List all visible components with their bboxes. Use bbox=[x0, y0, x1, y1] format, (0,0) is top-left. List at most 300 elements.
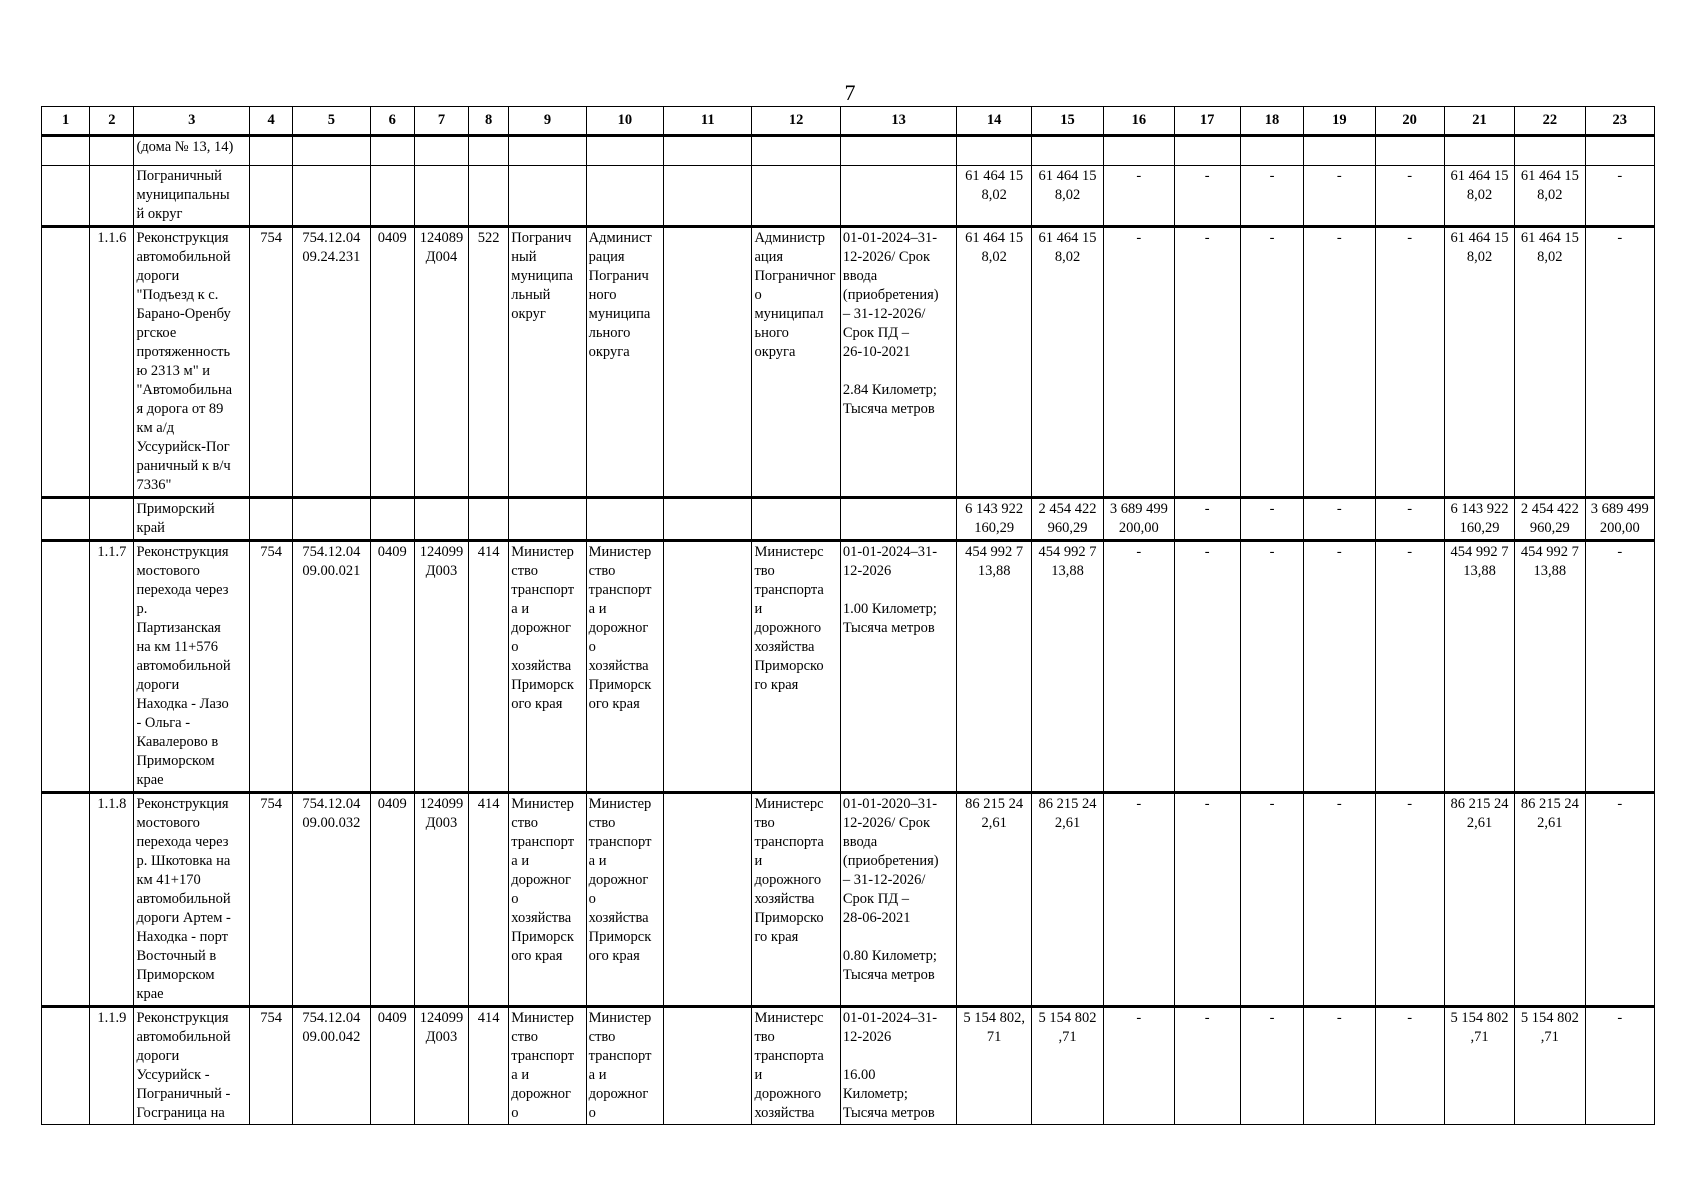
cell-text: 6 143 922 160,29 bbox=[1450, 501, 1509, 536]
column-header: 6 bbox=[370, 107, 414, 136]
cell-text: 61 464 15 8,02 bbox=[1038, 168, 1097, 203]
column-header: 10 bbox=[586, 107, 663, 136]
cell-text: Министер ство транспорт а и дорожног о хозяйства Приморск ого края bbox=[588, 544, 652, 712]
cell-text: 3 689 499 200,00 bbox=[1590, 501, 1649, 536]
table-cell bbox=[664, 1007, 752, 1125]
cell-text: 86 215 24 2,61 bbox=[965, 796, 1024, 831]
cell-text: - bbox=[1204, 796, 1210, 812]
table-cell bbox=[293, 166, 370, 227]
table-cell bbox=[1375, 541, 1444, 793]
cell-text: 6 143 922 160,29 bbox=[965, 501, 1024, 536]
table-cell bbox=[1174, 498, 1240, 541]
table-cell bbox=[1515, 166, 1585, 227]
cell-text: Администр ация Пограничного муниципал ьного округа bbox=[754, 230, 836, 360]
table-cell bbox=[370, 136, 414, 166]
cell-text: - bbox=[1204, 230, 1210, 246]
cell-text: 61 464 15 8,02 bbox=[965, 230, 1024, 265]
cell-text: 754.12.04 09.00.032 bbox=[302, 796, 361, 831]
cell-text: Министерс тво транспорта и дорожного хозяйства Приморско го края bbox=[754, 544, 824, 693]
table-cell bbox=[840, 136, 957, 166]
cell-text: 124099 Д003 bbox=[419, 1010, 464, 1045]
cell-text: Реконструкция автомобильной дороги "Подъезд к с. Барано-Оренбу ргское протяженность ю 2313 м" и "Автомобильна я дорога от 89 км а/д Уссурийск-Пог раничный к в/ч 7336" bbox=[136, 230, 233, 493]
cell-text: 754.12.04 09.24.231 bbox=[302, 230, 361, 265]
table-cell bbox=[1444, 227, 1514, 498]
table-cell bbox=[1104, 1007, 1174, 1125]
table-cell bbox=[1031, 166, 1103, 227]
table-cell bbox=[957, 136, 1031, 166]
table-cell bbox=[1585, 227, 1654, 498]
table-cell bbox=[1174, 227, 1240, 498]
cell-text: 754 bbox=[260, 544, 282, 560]
table-cell bbox=[414, 793, 468, 1007]
table-cell bbox=[1585, 541, 1654, 793]
table-cell bbox=[586, 541, 663, 793]
cell-text: 61 464 15 8,02 bbox=[965, 168, 1024, 203]
table-cell bbox=[1240, 1007, 1303, 1125]
cell-text: 1.1.7 bbox=[97, 544, 127, 560]
table-cell bbox=[469, 498, 509, 541]
column-header: 20 bbox=[1375, 107, 1444, 136]
table-cell bbox=[1174, 793, 1240, 1007]
table-cell bbox=[1304, 1007, 1375, 1125]
table-cell bbox=[1104, 498, 1174, 541]
cell-text: - bbox=[1407, 544, 1413, 560]
cell-text: 5 154 802 ,71 bbox=[1038, 1010, 1097, 1045]
table-row bbox=[42, 541, 1655, 793]
table-cell bbox=[42, 227, 90, 498]
table-row bbox=[42, 166, 1655, 227]
column-header: 8 bbox=[469, 107, 509, 136]
table-cell bbox=[752, 498, 840, 541]
cell-text: 61 464 15 8,02 bbox=[1450, 168, 1509, 203]
table-cell bbox=[1585, 498, 1654, 541]
table-cell bbox=[1515, 793, 1585, 1007]
cell-text: - bbox=[1617, 1010, 1623, 1026]
column-header: 7 bbox=[414, 107, 468, 136]
table-cell bbox=[1174, 136, 1240, 166]
data-table bbox=[41, 106, 1655, 1125]
table-row bbox=[42, 793, 1655, 1007]
table-cell bbox=[134, 541, 250, 793]
table-cell bbox=[293, 1007, 370, 1125]
column-header: 1 bbox=[42, 107, 90, 136]
cell-text: 754 bbox=[260, 796, 282, 812]
table-cell bbox=[1515, 136, 1585, 166]
cell-text: - bbox=[1269, 230, 1275, 246]
cell-text: - bbox=[1617, 544, 1623, 560]
cell-text: 124099 Д003 bbox=[419, 796, 464, 831]
cell-text: 01-01-2020–31- 12-2026/ Срок ввода (приобретения) – 31-12-2026/ Срок ПД – 28-06-2021 0.80 Километр; Тысяча метров bbox=[842, 796, 939, 983]
cell-text: - bbox=[1336, 544, 1342, 560]
table-cell bbox=[90, 136, 134, 166]
table-cell bbox=[1240, 541, 1303, 793]
cell-text: 86 215 24 2,61 bbox=[1450, 796, 1509, 831]
cell-text: 5 154 802 ,71 bbox=[1520, 1010, 1579, 1045]
column-header: 19 bbox=[1304, 107, 1375, 136]
cell-text: 522 bbox=[477, 230, 500, 246]
table-cell bbox=[1444, 498, 1514, 541]
cell-text: - bbox=[1269, 544, 1275, 560]
table-cell bbox=[1240, 136, 1303, 166]
table-cell bbox=[414, 1007, 468, 1125]
cell-text: Министер ство транспорт а и дорожног о bbox=[588, 1010, 652, 1121]
cell-text: 0409 bbox=[377, 796, 407, 812]
table-cell bbox=[134, 227, 250, 498]
cell-text: 61 464 15 8,02 bbox=[1520, 230, 1579, 265]
column-header: 4 bbox=[250, 107, 293, 136]
cell-text: - bbox=[1136, 1010, 1142, 1026]
cell-text: 454 992 7 13,88 bbox=[1038, 544, 1097, 579]
table-cell bbox=[250, 166, 293, 227]
table-cell bbox=[90, 793, 134, 1007]
table-cell bbox=[1375, 498, 1444, 541]
cell-text: - bbox=[1136, 168, 1142, 184]
table-cell bbox=[1444, 793, 1514, 1007]
table-cell bbox=[1304, 498, 1375, 541]
table-cell bbox=[752, 1007, 840, 1125]
cell-text: - bbox=[1204, 544, 1210, 560]
cell-text: 414 bbox=[477, 796, 500, 812]
table-cell bbox=[957, 166, 1031, 227]
table-cell bbox=[293, 227, 370, 498]
table-cell bbox=[414, 498, 468, 541]
table-cell bbox=[293, 541, 370, 793]
cell-text: - bbox=[1617, 796, 1623, 812]
cell-text: - bbox=[1407, 1010, 1413, 1026]
table-cell bbox=[1304, 166, 1375, 227]
cell-text: 454 992 7 13,88 bbox=[965, 544, 1024, 579]
table-cell bbox=[509, 793, 586, 1007]
column-header: 22 bbox=[1515, 107, 1585, 136]
table-cell bbox=[42, 166, 90, 227]
cell-text: (дома № 13, 14) bbox=[136, 139, 234, 155]
table-cell bbox=[752, 227, 840, 498]
table-cell bbox=[250, 793, 293, 1007]
table-cell bbox=[293, 136, 370, 166]
column-header: 11 bbox=[664, 107, 752, 136]
cell-text: 5 154 802 ,71 bbox=[1450, 1010, 1509, 1045]
cell-text: - bbox=[1204, 168, 1210, 184]
cell-text: - bbox=[1407, 796, 1413, 812]
table-cell bbox=[90, 227, 134, 498]
table-cell bbox=[1585, 793, 1654, 1007]
table-cell bbox=[1031, 793, 1103, 1007]
cell-text: 86 215 24 2,61 bbox=[1520, 796, 1579, 831]
table-cell bbox=[1515, 1007, 1585, 1125]
cell-text: - bbox=[1407, 168, 1413, 184]
table-cell bbox=[370, 166, 414, 227]
cell-text: Министер ство транспорт а и дорожног о хозяйства Приморск ого края bbox=[511, 796, 575, 964]
table-cell bbox=[1304, 541, 1375, 793]
table-cell bbox=[1375, 793, 1444, 1007]
table-cell bbox=[509, 166, 586, 227]
cell-text: Погранич ный муниципа льный округ bbox=[511, 230, 573, 322]
cell-text: 124089 Д004 bbox=[419, 230, 464, 265]
cell-text: Министер ство транспорт а и дорожног о хозяйства Приморск ого края bbox=[588, 796, 652, 964]
cell-text: 754 bbox=[260, 1010, 282, 1026]
table-cell bbox=[370, 1007, 414, 1125]
table-cell bbox=[1174, 541, 1240, 793]
table-cell bbox=[752, 136, 840, 166]
cell-text: 1.1.6 bbox=[97, 230, 127, 246]
table-cell bbox=[250, 1007, 293, 1125]
table-row bbox=[42, 136, 1655, 166]
column-header: 14 bbox=[957, 107, 1031, 136]
table-cell bbox=[414, 136, 468, 166]
table-cell bbox=[1240, 793, 1303, 1007]
table-cell bbox=[957, 541, 1031, 793]
table-cell bbox=[42, 498, 90, 541]
table-cell bbox=[469, 166, 509, 227]
table-cell bbox=[293, 498, 370, 541]
table-cell bbox=[1515, 227, 1585, 498]
table-cell bbox=[42, 541, 90, 793]
table-cell bbox=[1444, 1007, 1514, 1125]
table-cell bbox=[1240, 166, 1303, 227]
table-cell bbox=[840, 1007, 957, 1125]
table-cell bbox=[1104, 136, 1174, 166]
table-cell bbox=[957, 498, 1031, 541]
cell-text: - bbox=[1269, 1010, 1275, 1026]
table-cell bbox=[840, 166, 957, 227]
table-cell bbox=[1585, 136, 1654, 166]
cell-text: Министер ство транспорт а и дорожног о bbox=[511, 1010, 575, 1121]
table-cell bbox=[90, 541, 134, 793]
cell-text: 5 154 802, 71 bbox=[963, 1010, 1025, 1045]
table-cell bbox=[1304, 227, 1375, 498]
table-cell bbox=[370, 498, 414, 541]
table-cell bbox=[509, 227, 586, 498]
table-cell bbox=[42, 1007, 90, 1125]
cell-text: Реконструкция мостового перехода через р. Шкотовка на км 41+170 автомобильной дороги Артем - Находка - порт Восточный в Приморском крае bbox=[136, 796, 231, 1002]
cell-text: Министерс тво транспорта и дорожного хозяйства bbox=[754, 1010, 824, 1121]
table-cell bbox=[957, 227, 1031, 498]
cell-text: 86 215 24 2,61 bbox=[1038, 796, 1097, 831]
table-cell bbox=[586, 136, 663, 166]
table-cell bbox=[509, 541, 586, 793]
table-cell bbox=[1174, 1007, 1240, 1125]
table-cell bbox=[469, 1007, 509, 1125]
table-cell bbox=[1104, 793, 1174, 1007]
column-header: 16 bbox=[1104, 107, 1174, 136]
table-cell bbox=[414, 227, 468, 498]
column-header: 3 bbox=[134, 107, 250, 136]
cell-text: - bbox=[1269, 501, 1275, 517]
table-cell bbox=[1104, 166, 1174, 227]
cell-text: - bbox=[1269, 796, 1275, 812]
table-cell bbox=[1031, 541, 1103, 793]
cell-text: Министер ство транспорт а и дорожног о хозяйства Приморск ого края bbox=[511, 544, 575, 712]
table-cell bbox=[1375, 166, 1444, 227]
cell-text: - bbox=[1136, 230, 1142, 246]
table-row bbox=[42, 498, 1655, 541]
table-cell bbox=[840, 541, 957, 793]
column-header: 13 bbox=[840, 107, 957, 136]
table-cell bbox=[840, 793, 957, 1007]
table-cell bbox=[957, 1007, 1031, 1125]
cell-text: - bbox=[1617, 230, 1623, 246]
column-header: 5 bbox=[293, 107, 370, 136]
table-cell bbox=[1585, 166, 1654, 227]
table-cell bbox=[370, 227, 414, 498]
table-cell bbox=[586, 227, 663, 498]
cell-text: 454 992 7 13,88 bbox=[1520, 544, 1579, 579]
table-cell bbox=[134, 793, 250, 1007]
cell-text: 61 464 15 8,02 bbox=[1520, 168, 1579, 203]
table-cell bbox=[1515, 541, 1585, 793]
column-header: 9 bbox=[509, 107, 586, 136]
cell-text: - bbox=[1336, 230, 1342, 246]
table-cell bbox=[752, 541, 840, 793]
table-cell bbox=[469, 793, 509, 1007]
table-cell bbox=[664, 541, 752, 793]
table-cell bbox=[586, 1007, 663, 1125]
column-header: 12 bbox=[752, 107, 840, 136]
table-cell bbox=[293, 793, 370, 1007]
table-cell bbox=[752, 793, 840, 1007]
table-cell bbox=[1031, 227, 1103, 498]
table-row bbox=[42, 227, 1655, 498]
table-cell bbox=[134, 136, 250, 166]
table-cell bbox=[586, 498, 663, 541]
table-cell bbox=[90, 166, 134, 227]
table-cell bbox=[134, 166, 250, 227]
table-cell bbox=[586, 793, 663, 1007]
table-cell bbox=[664, 136, 752, 166]
table-cell bbox=[414, 541, 468, 793]
table-cell bbox=[370, 541, 414, 793]
table-cell bbox=[250, 498, 293, 541]
cell-text: Реконструкция мостового перехода через р. Партизанская на км 11+576 автомобильной дороги Находка - Лазо - Ольга - Кавалерово в Приморском крае bbox=[136, 544, 231, 788]
cell-text: 414 bbox=[477, 1010, 500, 1026]
table-cell bbox=[1444, 166, 1514, 227]
cell-text: Приморский край bbox=[136, 501, 215, 536]
table-cell bbox=[1031, 1007, 1103, 1125]
cell-text: 2 454 422 960,29 bbox=[1520, 501, 1579, 536]
cell-text: - bbox=[1336, 1010, 1342, 1026]
table-cell bbox=[586, 166, 663, 227]
cell-text: - bbox=[1136, 544, 1142, 560]
cell-text: - bbox=[1336, 501, 1342, 517]
table-cell bbox=[1304, 136, 1375, 166]
cell-text: - bbox=[1407, 501, 1413, 517]
table-cell bbox=[664, 166, 752, 227]
table-cell bbox=[840, 227, 957, 498]
cell-text: 01-01-2024–31- 12-2026 1.00 Километр; Тысяча метров bbox=[842, 544, 938, 636]
table-cell bbox=[1031, 136, 1103, 166]
cell-text: - bbox=[1617, 168, 1623, 184]
cell-text: 1.1.9 bbox=[97, 1010, 127, 1026]
cell-text: 414 bbox=[477, 544, 500, 560]
cell-text: 454 992 7 13,88 bbox=[1450, 544, 1509, 579]
column-header: 18 bbox=[1240, 107, 1303, 136]
cell-text: 61 464 15 8,02 bbox=[1038, 230, 1097, 265]
cell-text: 3 689 499 200,00 bbox=[1109, 501, 1168, 536]
cell-text: 2 454 422 960,29 bbox=[1038, 501, 1097, 536]
column-header: 2 bbox=[90, 107, 134, 136]
cell-text: 01-01-2024–31- 12-2026/ Срок ввода (приобретения) – 31-12-2026/ Срок ПД – 26-10-2021 2.84 Километр; Тысяча метров bbox=[842, 230, 939, 417]
page-number: 7 bbox=[844, 80, 856, 105]
table-cell bbox=[957, 793, 1031, 1007]
cell-text: 754.12.04 09.00.021 bbox=[302, 544, 361, 579]
table-cell bbox=[250, 136, 293, 166]
table-cell bbox=[509, 136, 586, 166]
table-cell bbox=[509, 498, 586, 541]
column-header: 15 bbox=[1031, 107, 1103, 136]
cell-text: Министерс тво транспорта и дорожного хозяйства Приморско го края bbox=[754, 796, 824, 945]
cell-text: - bbox=[1336, 168, 1342, 184]
header-row bbox=[42, 107, 1655, 136]
table-cell bbox=[1444, 541, 1514, 793]
cell-text: - bbox=[1336, 796, 1342, 812]
table-cell bbox=[752, 166, 840, 227]
cell-text: 124099 Д003 bbox=[419, 544, 464, 579]
table-cell bbox=[1375, 136, 1444, 166]
table-cell bbox=[370, 793, 414, 1007]
table-cell bbox=[1174, 166, 1240, 227]
table-row bbox=[42, 1007, 1655, 1125]
cell-text: Реконструкция автомобильной дороги Уссурийск - Пограничный - Госграница на bbox=[136, 1010, 231, 1121]
cell-text: Пограничный муниципальны й округ bbox=[136, 168, 230, 222]
table-cell bbox=[1240, 498, 1303, 541]
table-cell bbox=[42, 136, 90, 166]
column-header: 21 bbox=[1444, 107, 1514, 136]
table-cell bbox=[1031, 498, 1103, 541]
table-cell bbox=[664, 227, 752, 498]
column-header: 23 bbox=[1585, 107, 1654, 136]
cell-text: - bbox=[1407, 230, 1413, 246]
cell-text: - bbox=[1204, 501, 1210, 517]
cell-text: - bbox=[1136, 796, 1142, 812]
table-cell bbox=[1444, 136, 1514, 166]
table-cell bbox=[90, 498, 134, 541]
table-cell bbox=[469, 136, 509, 166]
cell-text: 1.1.8 bbox=[97, 796, 127, 812]
table-cell bbox=[469, 541, 509, 793]
cell-text: 01-01-2024–31- 12-2026 16.00 Километр; Тысяча метров bbox=[842, 1010, 938, 1121]
cell-text: 0409 bbox=[377, 544, 407, 560]
table-cell bbox=[1515, 498, 1585, 541]
cell-text: - bbox=[1269, 168, 1275, 184]
table-cell bbox=[509, 1007, 586, 1125]
table-cell bbox=[1375, 227, 1444, 498]
table-cell bbox=[1585, 1007, 1654, 1125]
cell-text: - bbox=[1204, 1010, 1210, 1026]
cell-text: 754.12.04 09.00.042 bbox=[302, 1010, 361, 1045]
table-cell bbox=[250, 227, 293, 498]
table-cell bbox=[1104, 227, 1174, 498]
table-cell bbox=[42, 793, 90, 1007]
cell-text: 0409 bbox=[377, 230, 407, 246]
table-cell bbox=[90, 1007, 134, 1125]
table-cell bbox=[414, 166, 468, 227]
table-cell bbox=[250, 541, 293, 793]
cell-text: Админист рация Погранич ного муниципа льного округа bbox=[588, 230, 652, 360]
table-cell bbox=[1240, 227, 1303, 498]
table-cell bbox=[1375, 1007, 1444, 1125]
column-header: 17 bbox=[1174, 107, 1240, 136]
table-cell bbox=[840, 498, 957, 541]
table-cell bbox=[134, 1007, 250, 1125]
cell-text: 61 464 15 8,02 bbox=[1450, 230, 1509, 265]
cell-text: 0409 bbox=[377, 1010, 407, 1026]
table-cell bbox=[469, 227, 509, 498]
table-cell bbox=[1304, 793, 1375, 1007]
table-cell bbox=[664, 498, 752, 541]
table-cell bbox=[664, 793, 752, 1007]
table-cell bbox=[1104, 541, 1174, 793]
table-cell bbox=[134, 498, 250, 541]
